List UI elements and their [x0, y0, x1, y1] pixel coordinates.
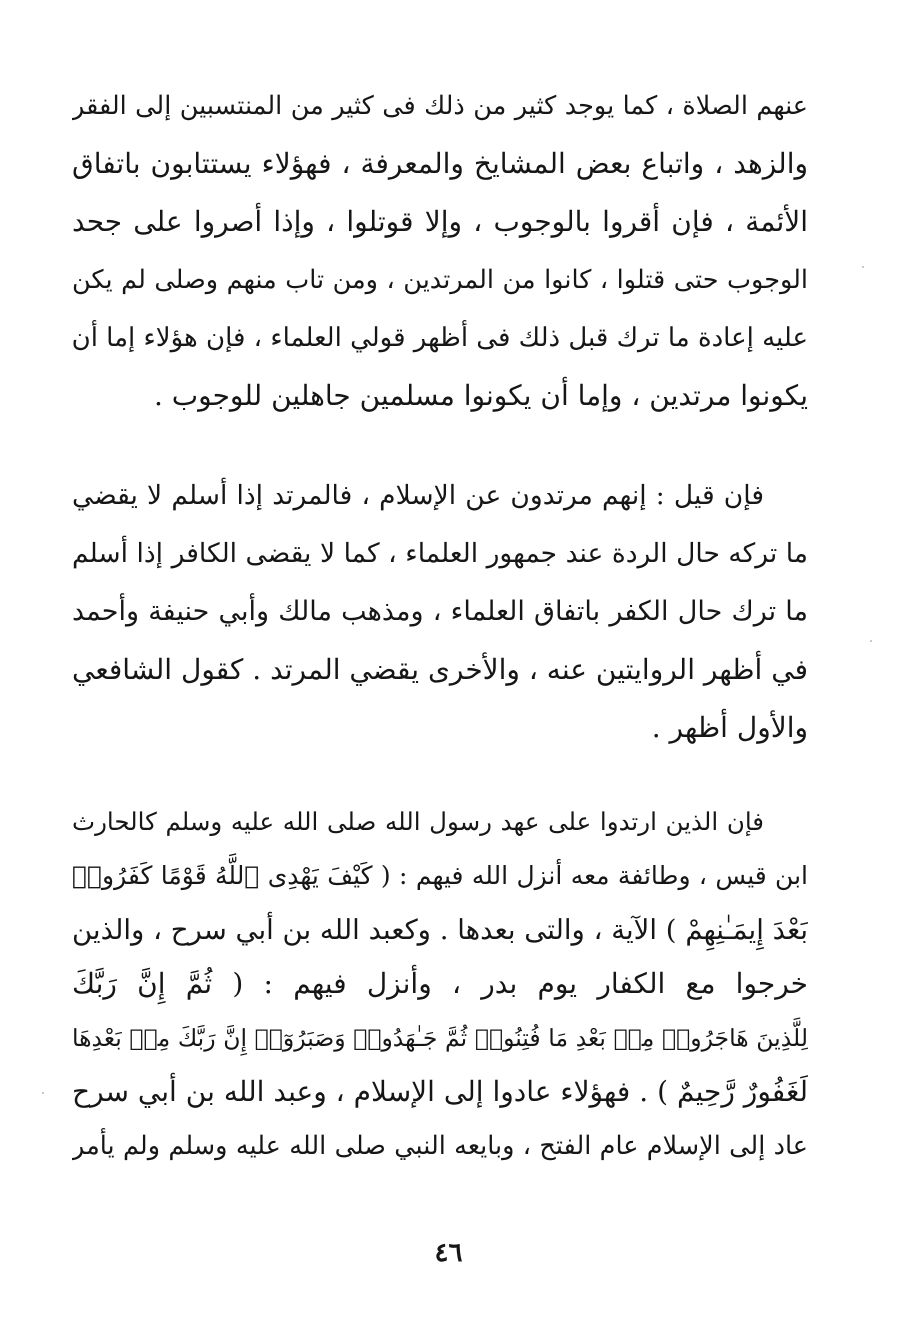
text-line: الأئمة ، فإن أقروا بالوجوب ، وإلا قوتلوا ، وإذا أصروا على جحد — [72, 205, 808, 238]
text-line: بَعْدَ إِيمَـٰنِهِمْ ) الآية ، والتى بعدها . وكعبد الله بن أبي سرح ، والذين — [72, 914, 808, 946]
quran-text-line: لِلَّذِينَ هَاجَرُوا۟ مِنۢ بَعْدِ مَا فُتِنُوا۟ ثُمَّ جَـٰهَدُوا۟ وَصَبَرُوٓا۟ إِنَّ رَبَّكَ مِنۢ بَعْدِهَا — [72, 1024, 808, 1052]
paragraph-2 — [72, 467, 808, 757]
scan-speck — [42, 1092, 44, 1094]
text-line: عنهم الصلاة ، كما يوجد كثير من ذلك فى كثير من المنتسبين إلى الفقر — [72, 91, 808, 121]
text-line: عليه إعادة ما ترك قبل ذلك فى أظهر قولي العلماء ، فإن هؤلاء إما أن — [72, 323, 808, 353]
text-line: والأول أظهر . — [651, 711, 808, 744]
text-line: في أظهر الروايتين عنه ، والأخرى يقضي المرتد . كقول الشافعي — [72, 653, 808, 686]
text-line: ما تركه حال الردة عند جمهور العلماء ، كما لا يقضى الكافر إذا أسلم — [72, 538, 808, 569]
scan-speck — [870, 640, 872, 642]
text-line: فإن الذين ارتدوا على عهد رسول الله صلى الله عليه وسلم كالحارث — [72, 807, 764, 836]
page-number: ٤٦ — [434, 1238, 463, 1268]
text-line: والزهد ، واتباع بعض المشايخ والمعرفة ، فهؤلاء يستتابون باتفاق — [72, 147, 808, 180]
text-line: فإن قيل : إنهم مرتدون عن الإسلام ، فالمرتد إذا أسلم لا يقضي — [72, 480, 764, 511]
text-line: لَغَفُورٌ رَّحِيمٌ ) . فهؤلاء عادوا إلى الإسلام ، وعبد الله بن أبي سرح — [72, 1075, 808, 1108]
text-line: الوجوب حتى قتلوا ، كانوا من المرتدين ، ومن تاب منهم وصلى لم يكن — [72, 265, 808, 295]
text-line: ابن قيس ، وطائفة معه أنزل الله فيهم : ( كَيْفَ يَهْدِى ٱللَّهُ قَوْمًا كَفَرُوا۟ — [72, 861, 808, 890]
paragraph-1 — [72, 77, 808, 425]
paragraph-3 — [72, 795, 808, 1173]
text-line: ما ترك حال الكفر باتفاق العلماء ، ومذهب مالك وأبي حنيفة وأحمد — [72, 596, 808, 627]
text-line: يكونوا مرتدين ، وإما أن يكونوا مسلمين جاهلين للوجوب . — [153, 379, 808, 412]
text-line: عاد إلى الإسلام عام الفتح ، وبايعه النبي صلى الله عليه وسلم ولم يأمر — [72, 1131, 808, 1161]
text-line: خرجوا مع الكفار يوم بدر ، وأنزل فيهم : ( ثُمَّ إِنَّ رَبَّكَ — [72, 967, 808, 1000]
scan-speck — [862, 266, 864, 268]
